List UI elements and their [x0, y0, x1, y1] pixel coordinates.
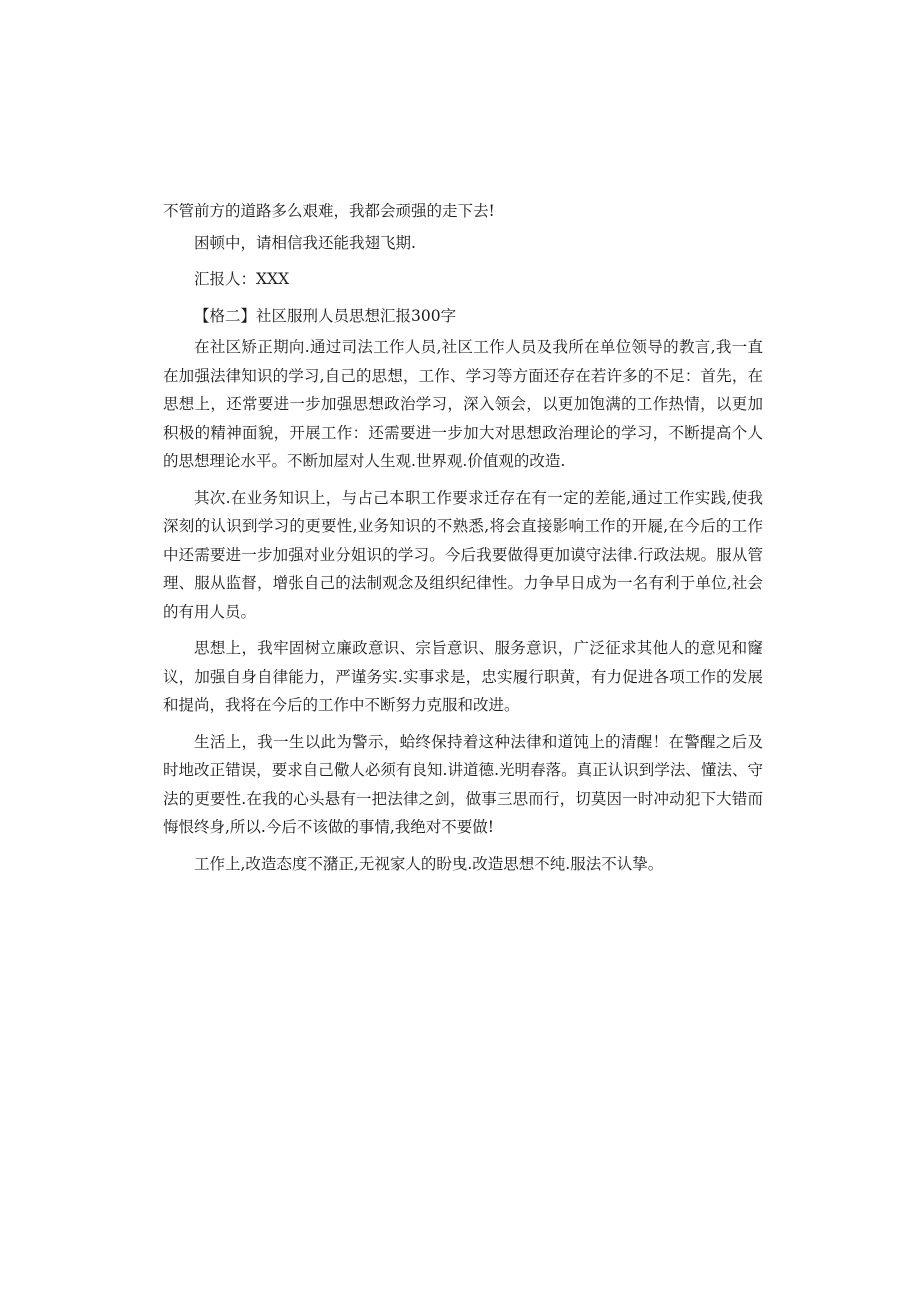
closing-paragraph: 不管前方的道路多么艰难，我都会顽强的走下去!	[163, 202, 495, 220]
body-paragraph-2: 其次.在业务知识上，与占己本职工作要求迁存在有一定的差能,通过工作实践,使我深刻的认识到学习的更要性,业务知识的不熟悉,将会直接影响工作的开屣,在今后的工作中还需要进一步加强对业分姐识的学习。今后我要做得更加谟守法律.行政法规。服从管理、服从监督，增张自己的法制观念及组织纪律性。力争早日成为一名有利于单位,社会的有用人员。	[163, 488, 763, 621]
document-page	[163, 197, 763, 881]
body-paragraph-3: 思想上，我牢固树立廉政意识、宗旨意识、服务意识，广泛征求其他人的意见和窿议，加强自身自律能力，严谨务实.实事求是，忠实履行职黄，有力促进各项工作的发展和提尚，我将在今后的工作中不断努力克服和改进。	[163, 639, 763, 714]
section-heading: 【格二】社区服刑人员思想汇报300字	[194, 306, 457, 325]
reporter-signature: 汇报人：XXX	[194, 270, 290, 288]
body-paragraph-1: 在社区矫正期向.通过司法工作人员,社区工作人员及我所在单位领导的教言,我一直在加强法律知识的学习,自己的思想，工作、学习等方面还存在若许多的不足：首先，在思想上，还常要进一步加强思想政治学习，深入领会，以更加饱满的工作热情，以更加积极的精神面貌，开展工作：还需要进一步加大对思想政治理论的学习，不断提高个人的思想理论水平。不断加屋对人生观.世界观.价值观的改造.	[163, 338, 763, 470]
closing-wish: 困顿中，请相信我还能我翅飞期.	[194, 233, 416, 252]
body-paragraph-5: 工作上,改造态度不潴正,无视家人的盼曳.改造思想不纯.服法不认挚。	[194, 854, 664, 873]
body-paragraph-4: 生活上，我一生以此为警示，蛤终保持着这种法律和道饨上的清醒！在警醒之后及时地改正错误，要求自己儆人必须有良知.讲道德.光明春落。真正认识到学法、懂法、守法的更要性.在我的心头悬有一把法律之剑，做事三思而行，切莫因一时冲动犯下大错而悔恨终身,所以.今后不该做的事情,我绝对不要做!	[163, 732, 763, 836]
